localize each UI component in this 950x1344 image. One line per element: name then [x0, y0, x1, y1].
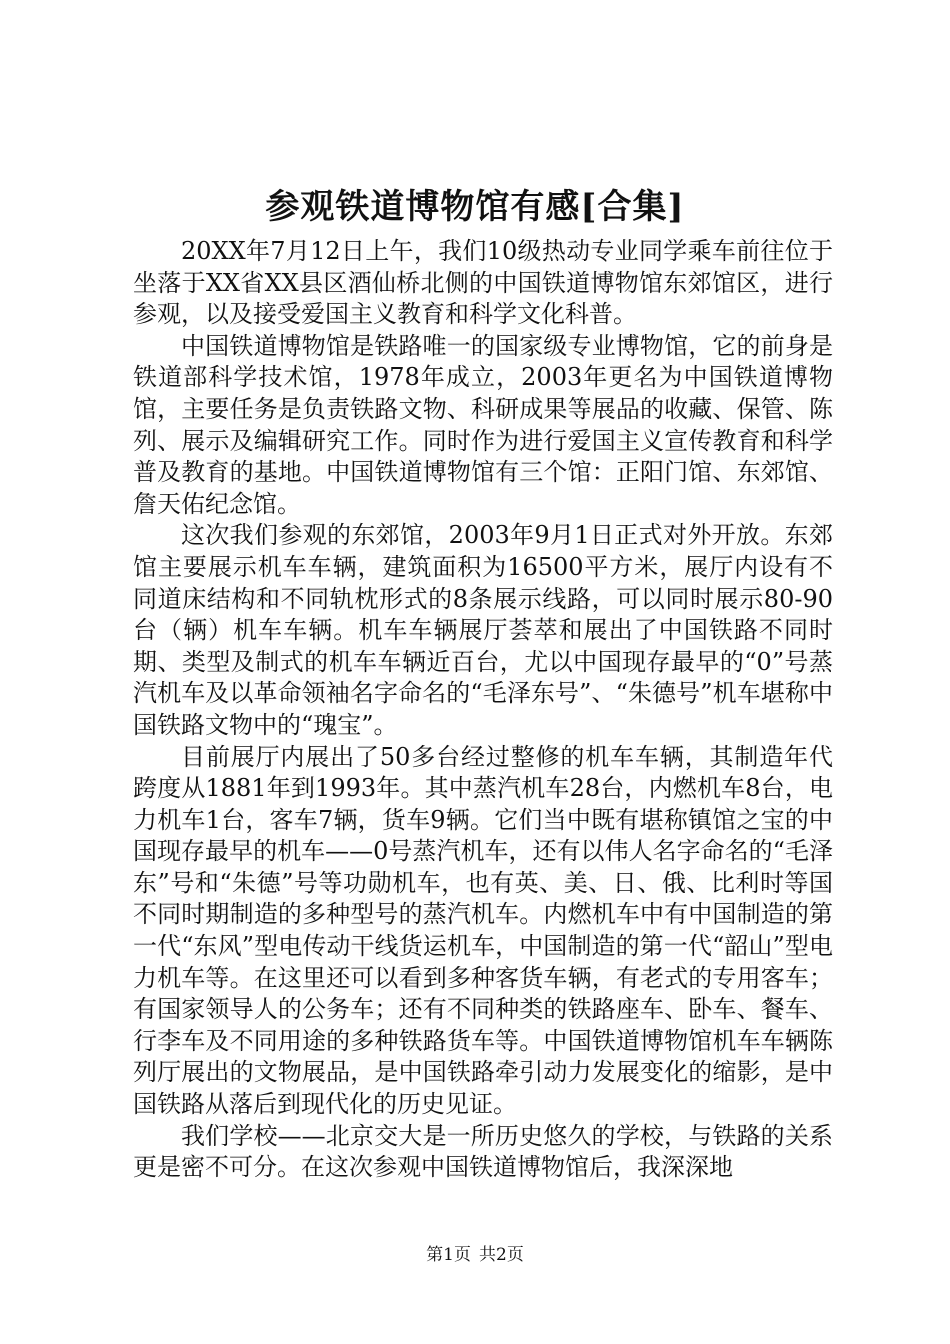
- document-body: [133, 236, 833, 1184]
- page-footer: [0, 1243, 950, 1267]
- paragraph-5: 我们学校——北京交大是一所历史悠久的学校，与铁路的关系更是密不可分。在这次参观中国铁道博物馆后，我深深地: [133, 1121, 833, 1182]
- page-number: 第1页: [426, 1245, 471, 1265]
- paragraph-1: 20XX年7月12日上午，我们10级热动专业同学乘车前往位于坐落于XX省XX县区酒仙桥北侧的中国铁道博物馆东郊馆区，进行参观，以及接受爱国主义教育和科学文化科普。: [133, 237, 833, 329]
- paragraph-2: 中国铁道博物馆是铁路唯一的国家级专业博物馆，它的前身是铁道部科学技术馆，1978年成立，2003年更名为中国铁道博物馆，主要任务是负责铁路文物、科研成果等展品的收藏、保管、陈列、展示及编辑研究工作。同时作为进行爱国主义宣传教育和科学普及教育的基地。中国铁道博物馆有三个馆：正阳门馆、东郊馆、詹天佑纪念馆。: [133, 331, 833, 518]
- paragraph-3: 这次我们参观的东郊馆，2003年9月1日正式对外开放。东郊馆主要展示机车车辆，建筑面积为16500平方米，展厅内设有不同道床结构和不同轨枕形式的8条展示线路，可以同时展示80-90台（辆）机车车辆。机车车辆展厅荟萃和展出了中国铁路不同时期、类型及制式的机车车辆近百台，尤以中国现存最早的“0”号蒸汽机车及以革命领袖名字命名的“毛泽东号”、“朱德号”机车堪称中国铁路文物中的“瑰宝”。: [133, 521, 833, 739]
- document-title: 参观铁道博物馆有感[合集]: [265, 187, 685, 227]
- paragraph-4: 目前展厅内展出了50多台经过整修的机车车辆，其制造年代跨度从1881年到1993年。其中蒸汽机车28台，内燃机车8台，电力机车1台，客车7辆，货车9辆。它们当中既有堪称镇馆之宝的中国现存最早的机车——0号蒸汽机车，还有以伟人名字命名的“毛泽东”号和“朱德”号等功勋机车，也有英、美、日、俄、比利时等国不同时期制造的多种型号的蒸汽机车。内燃机车中有中国制造的第一代“东风”型电传动干线货运机车，中国制造的第一代“韶山”型电力机车等。在这里还可以看到多种客货车辆，有老式的专用客车；有国家领导人的公务车；还有不同种类的铁路座车、卧车、餐车、行李车及不同用途的多种铁路货车等。中国铁道博物馆机车车辆陈列厅展出的文物展品，是中国铁路牵引动力发展变化的缩影，是中国铁路从落后到现代化的历史见证。: [133, 742, 833, 1119]
- page-total: 共2页: [479, 1245, 524, 1265]
